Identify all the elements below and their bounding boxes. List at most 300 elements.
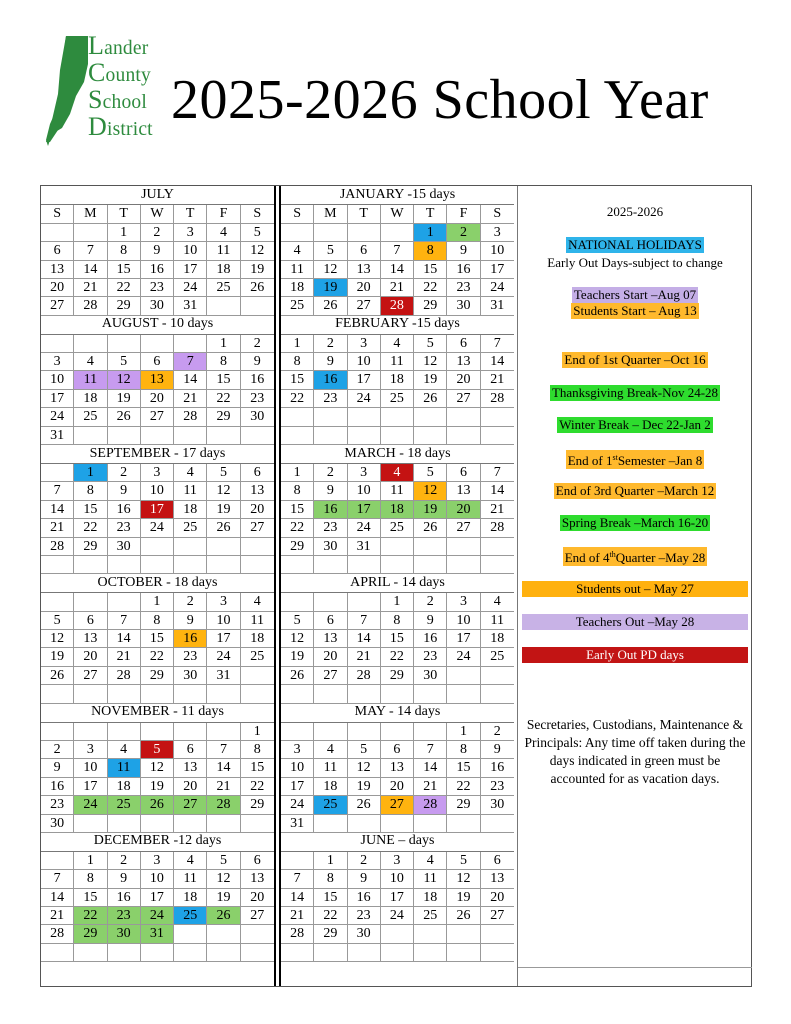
- day-cell: 17: [207, 630, 240, 647]
- day-cell: 6: [253, 464, 261, 480]
- day-cell: 23: [447, 279, 480, 296]
- week-row: [281, 353, 514, 371]
- day-cell: [41, 685, 74, 702]
- day-cell: 13: [490, 871, 505, 887]
- day-cell: 13: [381, 759, 414, 776]
- day-cell: 8: [381, 612, 414, 629]
- day-cell: 13: [74, 630, 107, 647]
- day-cell: 25: [174, 519, 207, 536]
- day-cell: 21: [348, 648, 381, 665]
- day-cell: 9: [414, 612, 447, 629]
- day-cell: 29: [207, 408, 240, 425]
- day-cell: 18: [314, 778, 347, 795]
- day-cell: 2: [141, 224, 174, 241]
- legend-divider: [518, 967, 752, 968]
- day-cell: [41, 593, 74, 610]
- day-cell: [141, 427, 174, 444]
- day-cell: 24: [281, 796, 314, 813]
- day-cell: [447, 538, 480, 555]
- day-cell: 18: [74, 390, 107, 407]
- day-cell: [414, 408, 447, 425]
- day-cell: 16: [447, 261, 480, 278]
- day-cell: 20: [447, 371, 480, 388]
- day-cell: 28: [74, 297, 107, 314]
- day-cell: [207, 815, 240, 832]
- day-cell: 29: [250, 797, 265, 813]
- day-cell: 9: [348, 870, 381, 887]
- day-cell: 2: [108, 852, 141, 869]
- legend-end-q1: [518, 352, 752, 368]
- legend-national-holidays: [518, 237, 752, 253]
- month-title: MAY - 14 days: [281, 703, 514, 722]
- day-cell: 14: [490, 354, 505, 370]
- day-cell: [381, 224, 414, 241]
- legend-end-semester-sup: st: [612, 453, 618, 462]
- day-cell: 24: [447, 648, 480, 665]
- day-cell: [348, 408, 381, 425]
- day-cell: [241, 556, 274, 573]
- day-cell: 12: [447, 870, 480, 887]
- week-row: [41, 630, 274, 648]
- day-cell: 7: [108, 612, 141, 629]
- day-cell: 14: [414, 759, 447, 776]
- day-cell: 16: [314, 501, 347, 518]
- day-cell: 28: [174, 408, 207, 425]
- day-cell: [174, 538, 207, 555]
- day-cell: 11: [207, 242, 240, 259]
- week-row: [281, 796, 514, 814]
- day-cell: [314, 944, 347, 961]
- day-cell: 21: [281, 907, 314, 924]
- week-row: [281, 925, 514, 943]
- day-cell: 1: [108, 224, 141, 241]
- day-cell: 11: [74, 371, 107, 388]
- day-cell: 29: [141, 667, 174, 684]
- day-cell: 4: [381, 464, 414, 481]
- day-cell: 8: [314, 870, 347, 887]
- day-cell: 24: [381, 907, 414, 924]
- day-cell: 22: [414, 279, 447, 296]
- day-cell: 23: [490, 778, 505, 794]
- day-cell: 12: [414, 482, 447, 499]
- day-cell: [174, 556, 207, 573]
- day-cell: 14: [174, 371, 207, 388]
- day-cell: 29: [381, 667, 414, 684]
- day-cell: 20: [381, 778, 414, 795]
- day-cell: 19: [108, 390, 141, 407]
- day-cell: [348, 815, 381, 832]
- day-cell: [207, 538, 240, 555]
- day-cell: 22: [281, 519, 314, 536]
- day-cell: 5: [108, 353, 141, 370]
- day-cell: [447, 815, 480, 832]
- day-cell: [481, 685, 514, 702]
- day-cell: 4: [108, 741, 141, 758]
- day-cell: 11: [281, 261, 314, 278]
- day-cell: [381, 556, 414, 573]
- week-row: [41, 907, 274, 925]
- day-cell: [241, 925, 274, 942]
- day-cell: [141, 723, 174, 740]
- month-block: [281, 703, 514, 832]
- day-cell: [348, 427, 381, 444]
- day-cell: [174, 723, 207, 740]
- month-block: [281, 315, 514, 444]
- day-cell: [381, 408, 414, 425]
- day-cell: 11: [250, 612, 264, 628]
- day-cell: 28: [490, 520, 505, 536]
- day-cell: 2: [108, 464, 141, 481]
- week-row: [41, 741, 274, 759]
- day-cell: 14: [74, 261, 107, 278]
- day-cell: 15: [447, 759, 480, 776]
- day-cell: 19: [447, 889, 480, 906]
- legend-end-semester-b: Semester –Jan 8: [617, 453, 703, 469]
- weekday-header-row: [281, 205, 514, 223]
- day-cell: [207, 925, 240, 942]
- day-cell: 1: [207, 335, 240, 352]
- day-cell: [381, 723, 414, 740]
- day-cell: 15: [141, 630, 174, 647]
- day-cell: [314, 723, 347, 740]
- week-row: [41, 648, 274, 666]
- day-cell: 5: [207, 464, 240, 481]
- day-cell: 3: [381, 852, 414, 869]
- day-cell: 15: [108, 261, 141, 278]
- day-cell: 17: [490, 261, 505, 277]
- day-cell: 22: [281, 390, 314, 407]
- day-cell: 26: [207, 519, 240, 536]
- day-cell: 17: [281, 778, 314, 795]
- week-row: [281, 815, 514, 833]
- day-cell: [381, 925, 414, 942]
- day-cell: 7: [348, 612, 381, 629]
- day-cell: 23: [348, 907, 381, 924]
- day-cell: 9: [108, 870, 141, 887]
- day-cell: [447, 925, 480, 942]
- day-cell: 2: [41, 741, 74, 758]
- day-cell: 23: [108, 519, 141, 536]
- day-cell: 22: [250, 778, 265, 794]
- day-cell: 17: [381, 889, 414, 906]
- day-cell: 25: [381, 519, 414, 536]
- calendar-right-column: [281, 186, 514, 962]
- day-cell: 4: [281, 242, 314, 259]
- day-cell: 26: [207, 907, 240, 924]
- day-cell: 19: [414, 501, 447, 518]
- day-cell: [108, 593, 141, 610]
- weekday-label: S: [41, 205, 74, 222]
- day-cell: 14: [348, 630, 381, 647]
- day-cell: 16: [348, 889, 381, 906]
- day-cell: [74, 427, 107, 444]
- week-row: [281, 944, 514, 962]
- day-cell: 10: [348, 482, 381, 499]
- month-block: [41, 832, 274, 961]
- day-cell: [281, 852, 314, 869]
- day-cell: [414, 925, 447, 942]
- week-row: [281, 870, 514, 888]
- day-cell: 7: [493, 464, 501, 480]
- day-cell: [348, 723, 381, 740]
- day-cell: 20: [174, 778, 207, 795]
- week-row: [281, 427, 514, 445]
- day-cell: [74, 224, 107, 241]
- day-cell: 17: [348, 371, 381, 388]
- day-cell: 6: [314, 612, 347, 629]
- day-cell: 1: [447, 723, 480, 740]
- day-cell: [241, 815, 274, 832]
- day-cell: [141, 815, 174, 832]
- day-cell: 29: [74, 538, 107, 555]
- day-cell: 24: [348, 390, 381, 407]
- day-cell: 18: [108, 778, 141, 795]
- day-cell: [314, 815, 347, 832]
- day-cell: 11: [381, 353, 414, 370]
- month-title: AUGUST - 10 days: [41, 315, 274, 334]
- day-cell: 26: [41, 667, 74, 684]
- day-cell: 2: [314, 464, 347, 481]
- day-cell: 15: [74, 501, 107, 518]
- day-cell: 3: [141, 852, 174, 869]
- week-row: [41, 261, 274, 279]
- weekday-label: S: [281, 205, 314, 222]
- day-cell: 22: [447, 778, 480, 795]
- day-cell: 15: [281, 501, 314, 518]
- week-row: [281, 889, 514, 907]
- day-cell: 6: [348, 242, 381, 259]
- day-cell: 17: [74, 778, 107, 795]
- day-cell: 6: [381, 741, 414, 758]
- day-cell: 16: [141, 261, 174, 278]
- weekday-label: S: [493, 206, 502, 222]
- day-cell: 22: [74, 907, 107, 924]
- day-cell: 25: [207, 279, 240, 296]
- day-cell: [481, 408, 514, 425]
- day-cell: [481, 538, 514, 555]
- day-cell: 27: [174, 796, 207, 813]
- day-cell: 5: [253, 224, 261, 240]
- week-row: [41, 796, 274, 814]
- day-cell: 10: [141, 482, 174, 499]
- day-cell: 8: [74, 482, 107, 499]
- day-cell: 16: [250, 372, 265, 388]
- day-cell: 2: [314, 335, 347, 352]
- day-cell: 12: [141, 759, 174, 776]
- day-cell: 25: [174, 907, 207, 924]
- day-cell: 9: [41, 759, 74, 776]
- day-cell: 26: [414, 390, 447, 407]
- day-cell: 8: [74, 870, 107, 887]
- day-cell: 10: [381, 870, 414, 887]
- day-cell: [74, 335, 107, 352]
- day-cell: 7: [74, 242, 107, 259]
- month-block: [41, 186, 274, 315]
- legend-end-semester: [518, 450, 752, 469]
- day-cell: 20: [141, 390, 174, 407]
- day-cell: [281, 723, 314, 740]
- day-cell: 12: [108, 371, 141, 388]
- day-cell: 27: [250, 908, 265, 924]
- day-cell: 10: [207, 612, 240, 629]
- week-row: [41, 371, 274, 389]
- day-cell: 18: [250, 631, 265, 647]
- day-cell: 19: [414, 371, 447, 388]
- day-cell: 12: [281, 630, 314, 647]
- day-cell: 1: [381, 593, 414, 610]
- day-cell: [348, 556, 381, 573]
- day-cell: 17: [348, 501, 381, 518]
- week-row: [281, 371, 514, 389]
- day-cell: 29: [74, 925, 107, 942]
- day-cell: [74, 593, 107, 610]
- day-cell: 27: [348, 297, 381, 314]
- week-row: [281, 464, 514, 482]
- day-cell: 30: [174, 667, 207, 684]
- day-cell: 23: [414, 648, 447, 665]
- day-cell: 5: [314, 242, 347, 259]
- day-cell: [108, 685, 141, 702]
- week-row: [281, 907, 514, 925]
- day-cell: 6: [447, 464, 480, 481]
- day-cell: 27: [41, 297, 74, 314]
- day-cell: 24: [74, 796, 107, 813]
- day-cell: 27: [74, 667, 107, 684]
- day-cell: [414, 427, 447, 444]
- day-cell: 1: [281, 464, 314, 481]
- day-cell: 19: [314, 279, 347, 296]
- week-row: [281, 556, 514, 574]
- week-row: [281, 778, 514, 796]
- day-cell: 28: [381, 297, 414, 314]
- day-cell: 6: [174, 741, 207, 758]
- day-cell: 11: [414, 870, 447, 887]
- day-cell: [207, 427, 240, 444]
- day-cell: [74, 723, 107, 740]
- day-cell: [207, 944, 240, 961]
- day-cell: 18: [207, 261, 240, 278]
- day-cell: 28: [41, 538, 74, 555]
- day-cell: 9: [141, 242, 174, 259]
- day-cell: [174, 815, 207, 832]
- week-row: [41, 353, 274, 371]
- day-cell: 13: [447, 482, 480, 499]
- day-cell: 2: [414, 593, 447, 610]
- day-cell: [207, 556, 240, 573]
- week-row: [41, 408, 274, 426]
- day-cell: 1: [74, 464, 107, 481]
- legend-year: [518, 204, 752, 220]
- week-row: [281, 501, 514, 519]
- day-cell: 15: [414, 261, 447, 278]
- day-cell: 10: [141, 870, 174, 887]
- week-row: [41, 889, 274, 907]
- day-cell: 15: [281, 371, 314, 388]
- day-cell: [447, 667, 480, 684]
- day-cell: [108, 723, 141, 740]
- day-cell: 29: [108, 297, 141, 314]
- day-cell: 20: [490, 889, 505, 905]
- week-row: [41, 593, 274, 611]
- weekday-label: W: [141, 205, 174, 222]
- day-cell: 23: [41, 796, 74, 813]
- day-cell: 3: [281, 741, 314, 758]
- day-cell: [348, 593, 381, 610]
- day-cell: [174, 335, 207, 352]
- day-cell: [108, 556, 141, 573]
- day-cell: 14: [41, 501, 74, 518]
- day-cell: [174, 944, 207, 961]
- day-cell: 25: [74, 408, 107, 425]
- week-row: [281, 224, 514, 242]
- day-cell: 25: [250, 649, 265, 665]
- day-cell: 5: [207, 852, 240, 869]
- page-title: 2025-2026 School Year: [171, 69, 709, 131]
- day-cell: 24: [348, 519, 381, 536]
- day-cell: 9: [314, 482, 347, 499]
- calendar-left-column: [41, 186, 274, 962]
- calendar-legend: [517, 186, 752, 986]
- day-cell: 7: [381, 242, 414, 259]
- day-cell: 13: [447, 353, 480, 370]
- week-row: [41, 482, 274, 500]
- day-cell: 30: [250, 409, 265, 425]
- day-cell: 31: [490, 298, 505, 314]
- day-cell: 6: [141, 353, 174, 370]
- day-cell: [141, 556, 174, 573]
- legend-spring-break: [518, 515, 752, 531]
- legend-end-q4-sup: th: [609, 550, 616, 559]
- day-cell: 26: [414, 519, 447, 536]
- day-cell: [281, 224, 314, 241]
- day-cell: 31: [281, 815, 314, 832]
- week-row: [41, 297, 274, 315]
- day-cell: 17: [447, 630, 480, 647]
- legend-early-out: [518, 255, 752, 271]
- month-title: JUNE – days: [281, 832, 514, 851]
- week-row: [281, 667, 514, 685]
- day-cell: 7: [414, 741, 447, 758]
- day-cell: 16: [414, 630, 447, 647]
- day-cell: 18: [381, 501, 414, 518]
- day-cell: 27: [447, 390, 480, 407]
- weekday-label: S: [253, 206, 262, 222]
- weekday-label: T: [348, 205, 381, 222]
- day-cell: [174, 427, 207, 444]
- day-cell: 24: [41, 408, 74, 425]
- day-cell: [314, 224, 347, 241]
- day-cell: 18: [381, 371, 414, 388]
- day-cell: 4: [74, 353, 107, 370]
- week-row: [281, 648, 514, 666]
- day-cell: 3: [348, 464, 381, 481]
- day-cell: 5: [348, 741, 381, 758]
- week-row: [281, 408, 514, 426]
- week-row: [41, 335, 274, 353]
- month-block: [281, 445, 514, 574]
- day-cell: 17: [174, 261, 207, 278]
- day-cell: 6: [74, 612, 107, 629]
- day-cell: 7: [207, 741, 240, 758]
- logo-line-district: District: [88, 112, 153, 141]
- day-cell: 20: [314, 648, 347, 665]
- day-cell: 13: [348, 261, 381, 278]
- day-cell: 19: [250, 261, 265, 277]
- day-cell: 22: [207, 390, 240, 407]
- day-cell: 4: [493, 594, 501, 610]
- day-cell: 9: [447, 242, 480, 259]
- day-cell: 28: [281, 925, 314, 942]
